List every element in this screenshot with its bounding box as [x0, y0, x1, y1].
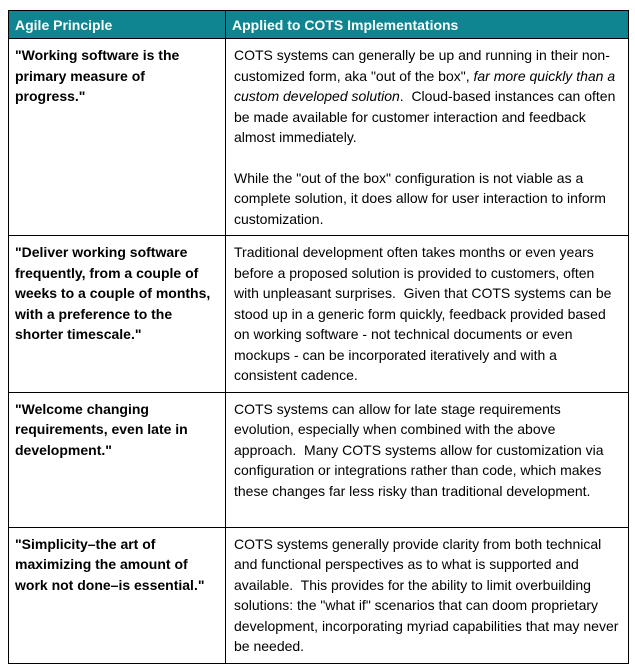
- header-cell-applied-cots: Applied to COTS Implementations: [226, 11, 629, 39]
- applied-paragraph: [234, 399, 619, 502]
- text-segment: Traditional development often takes months or even years before a proposed solution is provided to customers, often with unpleasant surprises. Given that COTS systems can be stood up in a generic form quickly, feedback provided based on working software - not technical documents or even mockups - can be incorporated iteratively and with a consistent cadence.: [234, 244, 616, 383]
- table-row: [9, 392, 629, 527]
- table-body: [9, 39, 629, 664]
- applied-cell: [226, 39, 629, 236]
- principle-cell: "Working software is the primary measure of progress.": [9, 39, 226, 236]
- table-row: [9, 527, 629, 663]
- applied-cell: [226, 236, 629, 393]
- applied-paragraph: [234, 534, 623, 657]
- table-row: [9, 39, 629, 236]
- applied-paragraph: [234, 45, 619, 148]
- applied-paragraph: [234, 168, 619, 230]
- applied-paragraph: [234, 242, 619, 386]
- principle-cell: "Simplicity–the art of maximizing the amount of work not done–is essential.": [9, 527, 226, 663]
- header-cell-agile-principle: Agile Principle: [9, 11, 226, 39]
- text-segment: . Cloud-based instances can often be made available for customer interaction and feedback almost immediately.: [234, 88, 620, 145]
- text-segment: COTS systems can allow for late stage requirements evolution, especially when combined with the above approach. Many COTS systems allow for customization via configuration or integrations rather than code, which makes these changes far less risky than traditional development.: [234, 400, 608, 499]
- applied-cell: [226, 527, 629, 663]
- text-segment: While the "out of the box" configuration is not viable as a complete solution, it does allow for user interaction to inform customization.: [234, 169, 610, 227]
- text-segment: COTS systems generally provide clarity from both technical and functional perspectives as to what is supported and available. This provides for the ability to limit overbuilding solutions: the "what if" scenarios that can doom proprietary development, incorporating myriad capabilities that may never be needed.: [234, 535, 623, 654]
- applied-cell: [226, 392, 629, 527]
- principle-cell: "Deliver working software frequently, from a couple of weeks to a couple of months, with a preference to the shorter timescale.": [9, 236, 226, 393]
- header-row: [9, 11, 629, 39]
- principle-cell: "Welcome changing requirements, even late in development.": [9, 392, 226, 527]
- text-segment: far more quickly than a custom developed solution: [234, 67, 620, 104]
- agile-cots-table: [8, 10, 629, 664]
- text-segment: COTS systems can generally be up and running in their non-customized form, aka "out of the box",: [234, 47, 610, 84]
- table-row: [9, 236, 629, 393]
